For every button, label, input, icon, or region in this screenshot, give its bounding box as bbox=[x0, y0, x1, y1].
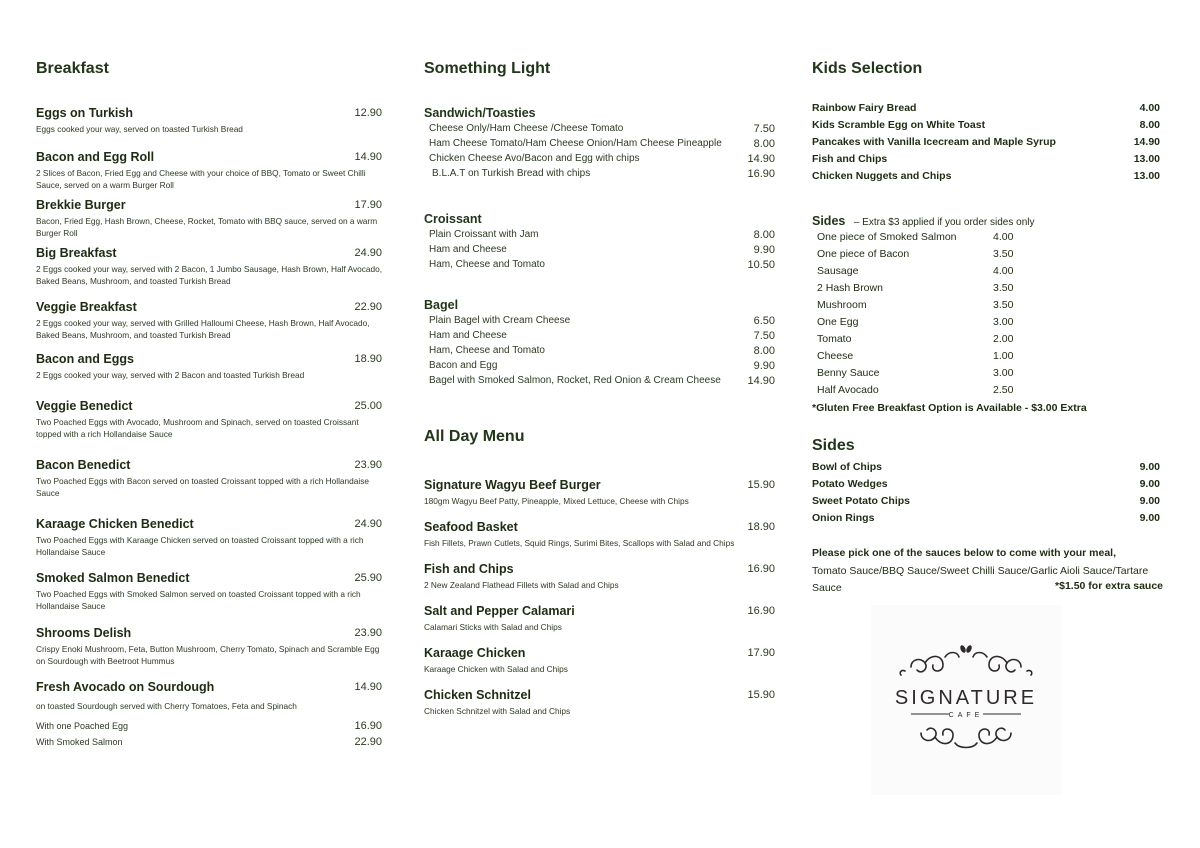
extra-item-label: One Egg bbox=[817, 316, 859, 328]
allday-item-price: 18.90 bbox=[747, 521, 775, 533]
extra-item-label: Tomato bbox=[817, 333, 852, 345]
breakfast-item-name: Bacon Benedict bbox=[36, 458, 131, 472]
allday-item-desc: Chicken Schnitzel with Salad and Chips bbox=[424, 706, 571, 716]
allday-item bbox=[400, 688, 800, 728]
extra-item-label: Half Avocado bbox=[817, 384, 879, 396]
extra-item-price: 3.00 bbox=[993, 367, 1014, 379]
allday-item-name: Chicken Schnitzel bbox=[424, 688, 531, 702]
croissant-item-label: Ham and Cheese bbox=[429, 244, 507, 255]
breakfast-item-desc: Bacon, Fried Egg, Hash Brown, Cheese, Rocket, Tomato with BBQ sauce, served on a warm Burger Roll bbox=[36, 216, 378, 238]
extra-item-price: 4.00 bbox=[993, 265, 1014, 277]
allday-item-name: Salt and Pepper Calamari bbox=[424, 604, 575, 618]
sandwich-item-price: 16.90 bbox=[747, 168, 775, 180]
allday-item-name: Fish and Chips bbox=[424, 562, 514, 576]
sauces-list: Tomato Sauce/BBQ Sauce/Sweet Chilli Sauce/Garlic Aioli Sauce/Tartare Sauce bbox=[812, 565, 1149, 594]
kids-item-price: 4.00 bbox=[1139, 102, 1160, 114]
breakfast-item-name: Veggie Breakfast bbox=[36, 300, 137, 314]
allday-item-desc: Calamari Sticks with Salad and Chips bbox=[424, 622, 562, 632]
extra-item-price: 3.50 bbox=[993, 299, 1014, 311]
breakfast-item bbox=[0, 150, 400, 198]
breakfast-item bbox=[0, 571, 400, 619]
croissant-item-price: 10.50 bbox=[747, 259, 775, 271]
breakfast-item-price: 22.90 bbox=[354, 301, 382, 313]
bagel-item-price: 8.00 bbox=[753, 345, 775, 357]
addon-smoked-salmon-price: 22.90 bbox=[354, 736, 382, 748]
kids-item-price: 13.00 bbox=[1133, 153, 1160, 165]
bagel-item-label: Bacon and Egg bbox=[429, 360, 498, 371]
extra-item-price: 4.00 bbox=[993, 231, 1014, 243]
kids-item-label: Pancakes with Vanilla Icecream and Maple Syrup bbox=[812, 136, 1056, 148]
allday-item-name: Signature Wagyu Beef Burger bbox=[424, 478, 601, 492]
allday-item bbox=[400, 604, 800, 644]
allday-item-desc: Karaage Chicken with Salad and Chips bbox=[424, 664, 568, 674]
right-column bbox=[800, 0, 1200, 848]
side-item-label: Bowl of Chips bbox=[812, 461, 882, 473]
breakfast-column bbox=[0, 0, 400, 848]
extra-item-price: 3.50 bbox=[993, 248, 1014, 260]
breakfast-item bbox=[0, 517, 400, 565]
side-item-label: Onion Rings bbox=[812, 512, 875, 524]
breakfast-item-name: Karaage Chicken Benedict bbox=[36, 517, 194, 531]
sandwich-item-price: 14.90 bbox=[747, 153, 775, 165]
breakfast-item-price: 25.90 bbox=[354, 572, 382, 584]
breakfast-item-price: 23.90 bbox=[354, 459, 382, 471]
allday-item bbox=[400, 520, 800, 560]
sauces-intro: Please pick one of the sauces below to come with your meal, bbox=[812, 547, 1117, 559]
breakfast-item-name: Shrooms Delish bbox=[36, 626, 132, 640]
breakfast-item-desc: Eggs cooked your way, served on toasted Turkish Bread bbox=[36, 124, 243, 134]
extra-item-price: 2.00 bbox=[993, 333, 1014, 345]
extra-item-label: Benny Sauce bbox=[817, 367, 880, 379]
bagel-item-price: 14.90 bbox=[747, 375, 775, 387]
extra-item-price: 3.50 bbox=[993, 282, 1014, 294]
breakfast-item-price: 14.90 bbox=[354, 151, 382, 163]
all-day-menu-heading: All Day Menu bbox=[424, 428, 525, 445]
logo-bottom-scroll bbox=[921, 728, 1011, 747]
bagel-item-label: Ham and Cheese bbox=[429, 330, 507, 341]
side-item-price: 9.00 bbox=[1139, 478, 1160, 490]
logo-leaf-icon bbox=[959, 644, 973, 653]
breakfast-item-desc: Two Poached Eggs with Bacon served on toasted Croissant topped with a rich Hollandaise Sauce bbox=[36, 476, 369, 498]
gluten-free-note: *Gluten Free Breakfast Option is Available - $3.00 Extra bbox=[812, 402, 1087, 414]
sandwich-item-price: 7.50 bbox=[753, 123, 775, 135]
logo-top-scroll bbox=[900, 653, 1032, 676]
breakfast-item-name: Bacon and Eggs bbox=[36, 352, 134, 366]
breakfast-item-price: 24.90 bbox=[354, 518, 382, 530]
allday-item-price: 16.90 bbox=[747, 605, 775, 617]
breakfast-item-price: 12.90 bbox=[354, 107, 382, 119]
breakfast-item-name: Fresh Avocado on Sourdough bbox=[36, 680, 215, 694]
extra-item-label: One piece of Smoked Salmon bbox=[817, 231, 957, 243]
side-item-price: 9.00 bbox=[1139, 512, 1160, 524]
breakfast-item-price: 14.90 bbox=[354, 681, 382, 693]
logo-graphic bbox=[871, 605, 1061, 795]
allday-item-price: 16.90 bbox=[747, 563, 775, 575]
breakfast-item-price: 24.90 bbox=[354, 247, 382, 259]
breakfast-item bbox=[0, 198, 400, 246]
bagel-title: Bagel bbox=[424, 298, 459, 312]
extras-title: Sides bbox=[812, 214, 846, 228]
kids-selection-heading: Kids Selection bbox=[812, 60, 923, 77]
kids-item-price: 8.00 bbox=[1139, 119, 1160, 131]
allday-item-price: 17.90 bbox=[747, 647, 775, 659]
extras-note: – Extra $3 applied if you order sides only bbox=[853, 217, 1035, 228]
side-item-label: Potato Wedges bbox=[812, 478, 888, 490]
extra-item-label: Mushroom bbox=[817, 299, 867, 311]
breakfast-item bbox=[0, 106, 400, 154]
addon-smoked-salmon-label: With Smoked Salmon bbox=[36, 737, 123, 747]
sandwich-item-label: B.L.A.T on Turkish Bread with chips bbox=[432, 168, 591, 179]
extras-header bbox=[812, 212, 1034, 230]
bagel-item-label: Bagel with Smoked Salmon, Rocket, Red Onion & Cream Cheese bbox=[429, 375, 721, 386]
sides-heading: Sides bbox=[812, 437, 855, 454]
allday-item-desc: 180gm Wagyu Beef Patty, Pineapple, Mixed Lettuce, Cheese with Chips bbox=[424, 496, 689, 506]
signature-cafe-logo bbox=[871, 605, 1061, 795]
breakfast-item-desc: Two Poached Eggs with Karaage Chicken served on toasted Croissant topped with a rich Hollandaise Sauce bbox=[36, 535, 364, 557]
bagel-item-label: Ham, Cheese and Tomato bbox=[429, 345, 545, 356]
breakfast-item-desc: 2 Eggs cooked your way, served with Grilled Halloumi Cheese, Hash Brown, Half Avocado, Baked Beans, Mushroom, and toasted Turkish Bread bbox=[36, 318, 370, 340]
side-item-price: 9.00 bbox=[1139, 461, 1160, 473]
breakfast-item bbox=[0, 626, 400, 674]
logo-sub-text: CAFE bbox=[948, 712, 984, 719]
kids-item-label: Fish and Chips bbox=[812, 153, 888, 165]
sandwich-item-label: Cheese Only/Ham Cheese /Cheese Tomato bbox=[429, 123, 624, 134]
croissant-item-label: Plain Croissant with Jam bbox=[429, 229, 539, 240]
croissant-item-price: 9.90 bbox=[753, 244, 775, 256]
allday-item-name: Seafood Basket bbox=[424, 520, 518, 534]
side-item-label: Sweet Potato Chips bbox=[812, 495, 911, 507]
breakfast-item bbox=[0, 246, 400, 294]
breakfast-item-price: 17.90 bbox=[354, 199, 382, 211]
breakfast-item-desc: 2 Eggs cooked your way, served with 2 Bacon and toasted Turkish Bread bbox=[36, 370, 305, 380]
breakfast-item-price: 18.90 bbox=[354, 353, 382, 365]
extra-item-price: 3.00 bbox=[993, 316, 1014, 328]
bagel-item-price: 6.50 bbox=[753, 315, 775, 327]
sandwich-title: Sandwich/Toasties bbox=[424, 106, 536, 120]
extra-item-price: 1.00 bbox=[993, 350, 1014, 362]
breakfast-item-name: Big Breakfast bbox=[36, 246, 117, 260]
bagel-item-label: Plain Bagel with Cream Cheese bbox=[429, 315, 571, 326]
breakfast-item bbox=[0, 352, 400, 400]
breakfast-item-name: Veggie Benedict bbox=[36, 399, 133, 413]
allday-item bbox=[400, 646, 800, 686]
breakfast-item-name: Bacon and Egg Roll bbox=[36, 150, 155, 164]
croissant-item-label: Ham, Cheese and Tomato bbox=[429, 259, 545, 270]
kids-item-price: 14.90 bbox=[1133, 136, 1160, 148]
kids-item-label: Chicken Nuggets and Chips bbox=[812, 170, 952, 182]
extra-item-label: Sausage bbox=[817, 265, 859, 277]
croissant-item-price: 8.00 bbox=[753, 229, 775, 241]
extra-item-price: 2.50 bbox=[993, 384, 1014, 396]
breakfast-item-desc: 2 Slices of Bacon, Fried Egg and Cheese with your choice of BBQ, Tomato or Sweet Chilli Sauce, served on a warm Burger Roll bbox=[36, 168, 366, 190]
extra-item-label: One piece of Bacon bbox=[817, 248, 910, 260]
breakfast-item-desc: 2 Eggs cooked your way, served with 2 Bacon, 1 Jumbo Sausage, Hash Brown, Half Avocado, Baked Beans, Mushroom, and toasted Turkish Bread bbox=[36, 264, 383, 286]
allday-item bbox=[400, 478, 800, 518]
allday-item-price: 15.90 bbox=[747, 689, 775, 701]
breakfast-item-desc: Two Poached Eggs with Avocado, Mushroom and Spinach, served on toasted Croissant topped with a rich Hollandaise Sauce bbox=[36, 417, 359, 439]
sandwich-item-price: 8.00 bbox=[753, 138, 775, 150]
middle-column bbox=[400, 0, 800, 848]
breakfast-item bbox=[0, 300, 400, 348]
extra-item-label: 2 Hash Brown bbox=[817, 282, 883, 294]
side-item-price: 9.00 bbox=[1139, 495, 1160, 507]
allday-item-desc: Fish Fillets, Prawn Cutlets, Squid Rings, Surimi Bites, Scallops with Salad and Chips bbox=[424, 538, 735, 548]
addon-poached-egg-label: With one Poached Egg bbox=[36, 721, 129, 731]
breakfast-item-price: 25.00 bbox=[354, 400, 382, 412]
breakfast-item-name: Brekkie Burger bbox=[36, 198, 126, 212]
breakfast-item bbox=[0, 399, 400, 447]
breakfast-item-desc: Two Poached Eggs with Smoked Salmon served on toasted Croissant topped with a rich Hollandaise Sauce bbox=[36, 589, 361, 611]
breakfast-item-desc: Crispy Enoki Mushroom, Feta, Button Mushroom, Cherry Tomato, Spinach and Scramble Egg on Sourdough with Beetroot Hummus bbox=[36, 644, 380, 666]
kids-item-label: Rainbow Fairy Bread bbox=[812, 102, 917, 114]
extra-sauce-note: *$1.50 for extra sauce bbox=[1055, 580, 1163, 592]
breakfast-item bbox=[0, 458, 400, 506]
kids-item-label: Kids Scramble Egg on White Toast bbox=[812, 119, 986, 131]
sandwich-item-label: Ham Cheese Tomato/Ham Cheese Onion/Ham Cheese Pineapple bbox=[429, 138, 722, 149]
logo-name-text: SIGNATURE bbox=[894, 687, 1038, 709]
bagel-item-price: 9.90 bbox=[753, 360, 775, 372]
breakfast-item-price: 23.90 bbox=[354, 627, 382, 639]
kids-item-price: 13.00 bbox=[1133, 170, 1160, 182]
allday-item bbox=[400, 562, 800, 602]
addon-poached-egg-price: 16.90 bbox=[354, 720, 382, 732]
allday-item-name: Karaage Chicken bbox=[424, 646, 526, 660]
breakfast-item-name: Eggs on Turkish bbox=[36, 106, 133, 120]
bagel-item-price: 7.50 bbox=[753, 330, 775, 342]
breakfast-item-name: Smoked Salmon Benedict bbox=[36, 571, 190, 585]
allday-item-price: 15.90 bbox=[747, 479, 775, 491]
breakfast-heading: Breakfast bbox=[36, 60, 109, 77]
extra-item-label: Cheese bbox=[817, 350, 854, 362]
sandwich-item-label: Chicken Cheese Avo/Bacon and Egg with chips bbox=[429, 153, 640, 164]
breakfast-item-desc: on toasted Sourdough served with Cherry Tomatoes, Feta and Spinach bbox=[36, 701, 297, 711]
allday-item-desc: 2 New Zealand Flathead Fillets with Salad and Chips bbox=[424, 580, 619, 590]
something-light-heading: Something Light bbox=[424, 60, 551, 77]
croissant-title: Croissant bbox=[424, 212, 482, 226]
